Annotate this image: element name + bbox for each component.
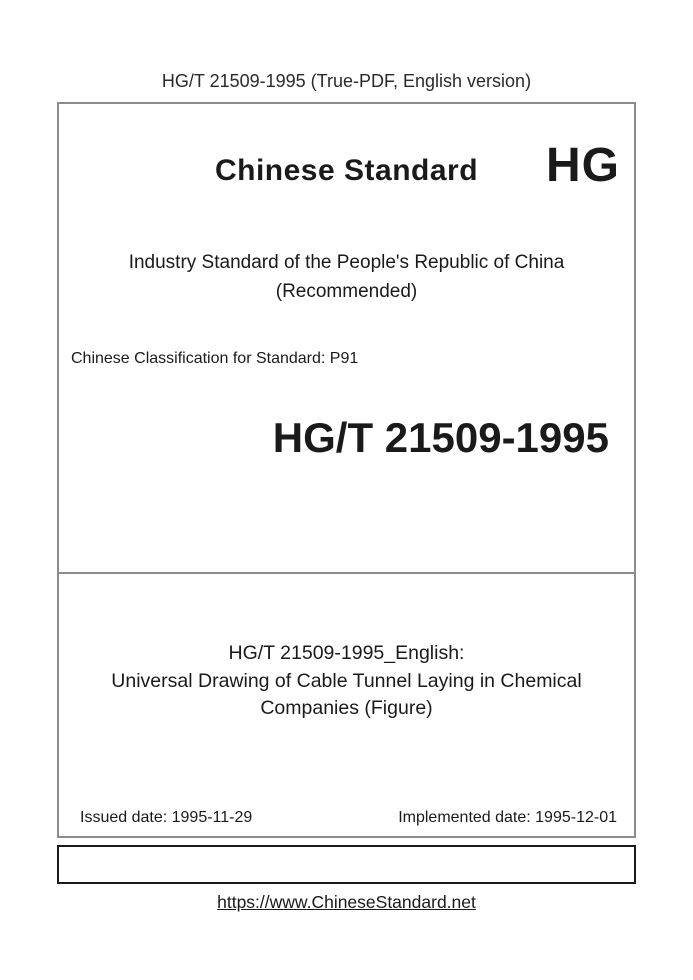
cover-bottom-section (59, 574, 634, 836)
page-header-text: HG/T 21509-1995 (True-PDF, English version) (161, 71, 532, 91)
standard-type-line: Industry Standard of the People's Republic of China (128, 252, 565, 273)
cover-box (57, 102, 636, 838)
recommended-line: (Recommended) (275, 281, 418, 302)
cover-top-section (59, 104, 634, 574)
brand-title: Chinese Standard (214, 154, 479, 187)
english-title-line-1: HG/T 21509-1995_English: (228, 642, 465, 664)
standard-code: HG/T 21509-1995 (272, 414, 609, 461)
footer-empty-box (57, 845, 636, 884)
english-title-block (59, 574, 634, 723)
english-title-line-3: Companies (Figure) (260, 697, 433, 719)
standard-type-block (59, 248, 634, 306)
site-link[interactable]: https://www.ChineseStandard.net (217, 892, 476, 912)
footer-link-row (0, 892, 693, 913)
english-title-line-2: Universal Drawing of Cable Tunnel Laying in Chemical (111, 669, 582, 692)
issued-date: Issued date: 1995-11-29 (80, 809, 253, 826)
classification-text: Chinese Classification for Standard: P91 (71, 350, 359, 367)
dates-row (80, 809, 617, 827)
hg-logo: HG (546, 139, 620, 192)
implemented-date: Implemented date: 1995-12-01 (398, 809, 617, 826)
